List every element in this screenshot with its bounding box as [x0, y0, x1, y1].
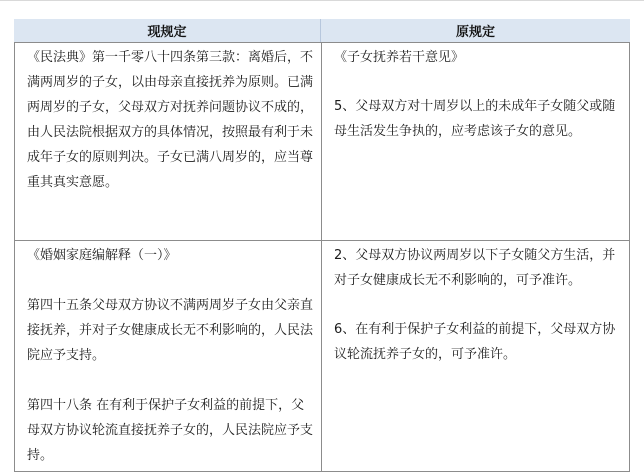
table-row [15, 241, 629, 472]
current-rule-cell [15, 241, 321, 468]
original-rule-item-6: 6、在有利于保护子女利益的前提下，父母双方协议轮流抚养子女的，可予准许。 [334, 322, 616, 362]
source-title: 《子女抚养若干意见》 [334, 50, 465, 65]
comparison-table [14, 42, 630, 472]
header-original-rules: 原规定 [455, 25, 495, 40]
current-rule-cell [15, 43, 321, 195]
original-rule-cell [322, 43, 629, 144]
article-48: 第四十八条 在有利于保护子女利益的前提下，父母双方协议轮流直接抚养子女的，人民法院应予支持。 [27, 398, 314, 463]
top-divider [0, 0, 644, 1]
table-header [14, 19, 630, 42]
original-rule-item-2: 2、父母双方协议两周岁以下子女随父方生活，并对子女健康成长无不利影响的，可予准许。 [334, 248, 616, 288]
civil-code-article-1084: 《民法典》第一千零八十四条第三款：离婚后，不满两周岁的子女，以由母亲直接抚养为原则。已满两周岁的子女，父母双方对抚养问题协议不成的，由人民法院根据双方的具体情况，按照最有利于未成年子女的原则判决。子女已满八周岁的，应当尊重其真实意愿。 [27, 50, 314, 190]
original-rule-cell [322, 241, 629, 367]
article-45: 第四十五条父母双方协议不满两周岁子女由父亲直接抚养，并对子女健康成长无不利影响的，人民法院应予支持。 [27, 298, 314, 363]
source-title: 《婚姻家庭编解释（一）》 [27, 248, 177, 263]
table-row [15, 43, 629, 241]
original-rule-item-5: 5、父母双方对十周岁以上的未成年子女随父或随母生活发生争执的，应考虑该子女的意见。 [334, 99, 616, 139]
header-current-rules: 现规定 [14, 19, 321, 42]
